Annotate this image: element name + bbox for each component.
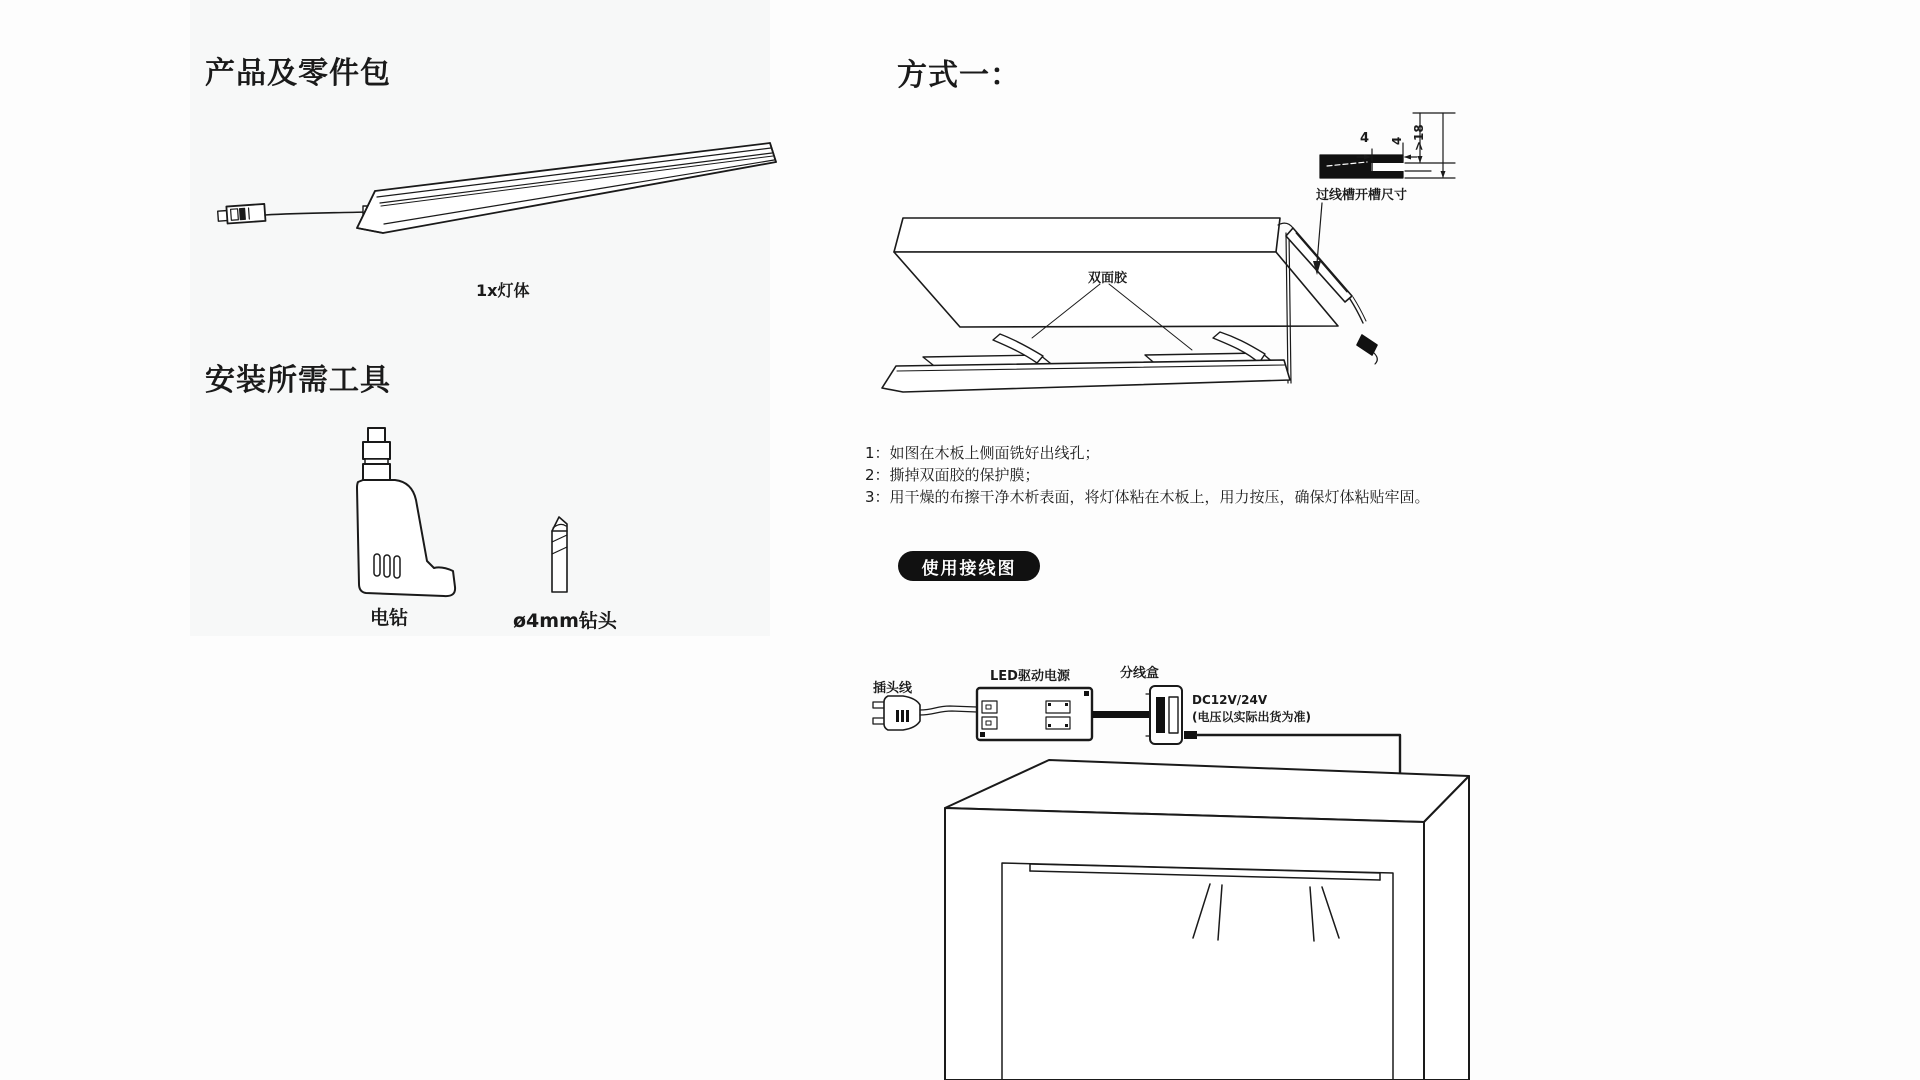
dim-slot-width-label: 4 (1360, 131, 1370, 146)
step-2: 2：撕掉双面胶的保护膜； (865, 466, 1040, 484)
section-title-tools: 安装所需工具 (205, 363, 391, 398)
drill-bit-icon (540, 510, 580, 600)
electric-drill-icon (330, 418, 490, 603)
cabinet-illustration (935, 748, 1485, 1080)
tape-label: 双面胶 (1088, 271, 1128, 286)
method-title: 方式一： (897, 58, 1021, 93)
step-1: 1：如图在木板上侧面铣好出线孔； (865, 444, 1100, 462)
dim-slot-height-label: 4 (1390, 136, 1404, 145)
section-title-product-parts: 产品及零件包 (205, 56, 391, 91)
step-3: 3：用干燥的布擦干净木析表面，将灯体粘在木板上，用力按压，确保灯体粘贴牢固。 (865, 488, 1430, 506)
light-bar-illustration (205, 135, 790, 250)
dim-depth-label: >18 (1412, 124, 1426, 151)
plug-label: 插头线 (873, 681, 913, 696)
splitter-label: 分线盒 (1120, 666, 1160, 681)
splitter-box-icon (1146, 686, 1182, 744)
led-driver-icon (977, 688, 1092, 740)
voltage-label-line2: (电压以实际出货为准) (1192, 710, 1311, 724)
driver-label: LED驱动电源 (990, 669, 1070, 684)
drill-bit-label: ø4mm钻头 (513, 610, 617, 632)
product-quantity-label: 1x灯体 (476, 281, 530, 300)
voltage-label-line1: DC12V/24V (1192, 693, 1268, 707)
connector-plug-icon (217, 204, 265, 224)
instruction-steps (865, 442, 1430, 508)
groove-caption: 过线槽开槽尺寸 (1316, 188, 1408, 203)
installation-diagram (880, 195, 1465, 405)
power-plug-icon (873, 696, 920, 730)
drill-label: 电钻 (370, 607, 409, 629)
wiring-section-badge: 使用接线图 (898, 551, 1040, 581)
